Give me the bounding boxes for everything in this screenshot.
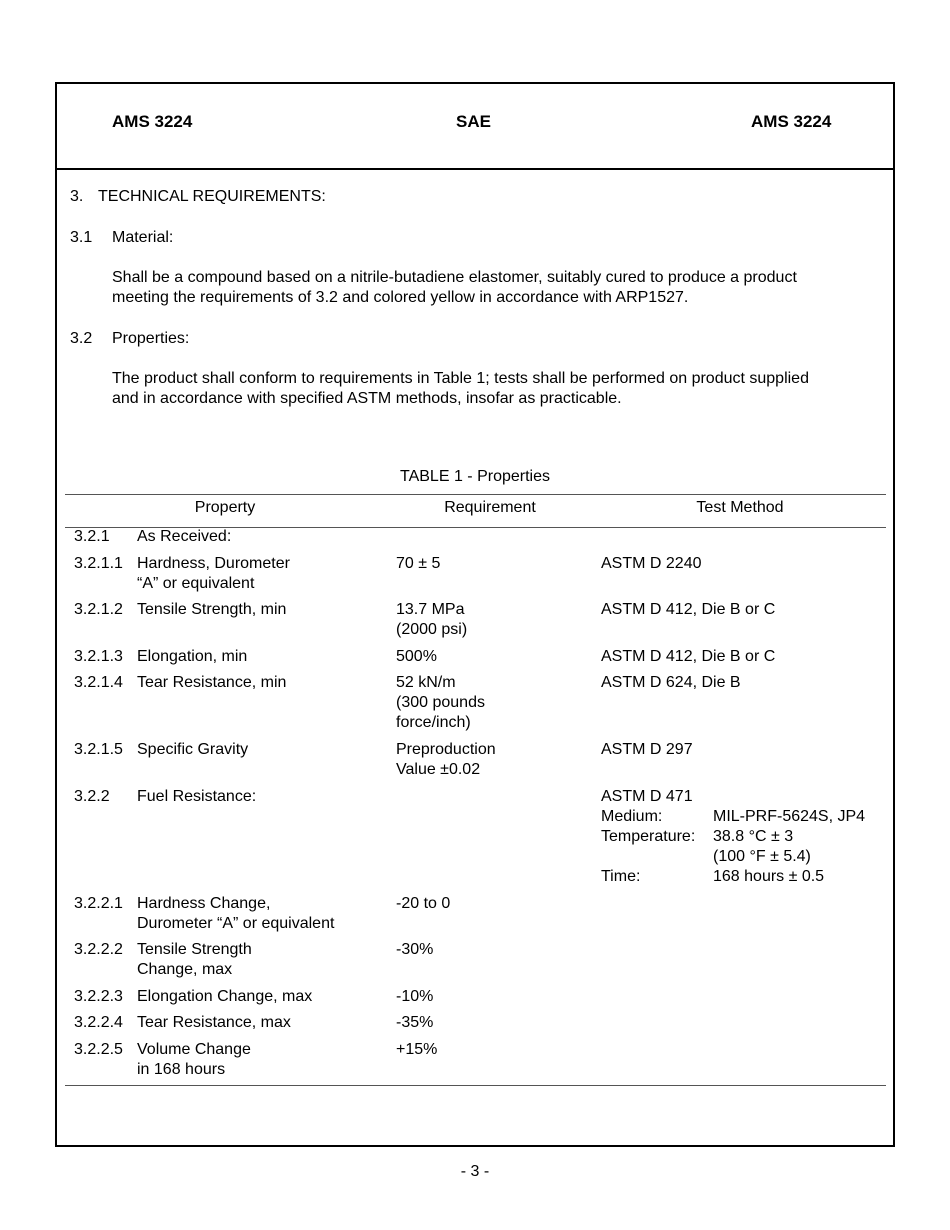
requirement-cell: (300 pounds (396, 694, 485, 711)
property-cell: Durometer “A” or equivalent (137, 915, 335, 932)
header-org: SAE (456, 112, 491, 131)
row-number: 3.2.2.5 (74, 1041, 123, 1058)
row-number: 3.2.1 (74, 528, 110, 545)
test-method-cell: ASTM D 2240 (601, 555, 702, 572)
row-number: 3.2.1.1 (74, 555, 123, 572)
requirement-cell: 52 kN/m (396, 674, 456, 691)
requirement-cell: 13.7 MPa (396, 601, 465, 618)
fuel-temperature-value: 38.8 °C ± 3 (713, 828, 794, 845)
requirement-cell: (2000 psi) (396, 621, 468, 638)
requirement-cell: -35% (396, 1014, 434, 1031)
fuel-temperature-label: Temperature: (601, 828, 696, 845)
header-doc-id-right: AMS 3224 (751, 112, 832, 131)
row-number: 3.2.2.2 (74, 941, 123, 958)
page-number: - 3 - (460, 1163, 490, 1180)
table-bottom-rule (65, 1085, 886, 1086)
fuel-temperature-value-f: (100 °F ± 5.4) (713, 848, 811, 865)
subsection-number: 3.1 (70, 229, 93, 246)
requirement-cell: Preproduction (396, 741, 496, 758)
test-method-cell: ASTM D 297 (601, 741, 693, 758)
fuel-time-label: Time: (601, 868, 641, 885)
property-cell: As Received: (137, 528, 232, 545)
fuel-medium-value: MIL-PRF-5624S, JP4 (713, 808, 866, 825)
table-top-rule (65, 494, 886, 495)
test-method-cell: ASTM D 412, Die B or C (601, 601, 776, 618)
property-cell: Tear Resistance, max (137, 1014, 291, 1031)
test-method-cell: ASTM D 412, Die B or C (601, 648, 776, 665)
property-cell: Tensile Strength (137, 941, 252, 958)
property-cell: Volume Change (137, 1041, 251, 1058)
property-cell: Elongation, min (137, 648, 248, 665)
row-number: 3.2.2.1 (74, 895, 123, 912)
property-cell: Hardness Change, (137, 895, 271, 912)
section-title: TECHNICAL REQUIREMENTS: (98, 188, 326, 205)
page-header (57, 84, 893, 170)
requirement-cell: 500% (396, 648, 437, 665)
row-number: 3.2.2 (74, 788, 110, 805)
property-cell: Tensile Strength, min (137, 601, 287, 618)
row-number: 3.2.2.3 (74, 988, 123, 1005)
material-text-line: meeting the requirements of 3.2 and colored yellow in accordance with ARP1527. (112, 289, 689, 306)
test-method-cell: ASTM D 471 (601, 788, 693, 805)
property-cell: Tear Resistance, min (137, 674, 287, 691)
subsection-title: Material: (112, 229, 174, 246)
col-header-property: Property (194, 499, 256, 516)
col-header-test-method: Test Method (696, 499, 784, 516)
subsection-number: 3.2 (70, 330, 93, 347)
row-number: 3.2.1.5 (74, 741, 123, 758)
property-cell: “A” or equivalent (137, 575, 255, 592)
requirement-cell: Value ±0.02 (396, 761, 481, 778)
property-cell: Hardness, Durometer (137, 555, 290, 572)
property-cell: Change, max (137, 961, 233, 978)
property-cell: in 168 hours (137, 1061, 226, 1078)
material-text-line: Shall be a compound based on a nitrile-butadiene elastomer, suitably cured to produce a product (112, 269, 797, 286)
property-cell: Fuel Resistance: (137, 788, 257, 805)
properties-text-line: The product shall conform to requirements in Table 1; tests shall be performed on product supplied (112, 370, 809, 387)
requirement-cell: -30% (396, 941, 434, 958)
col-header-requirement: Requirement (444, 499, 536, 516)
property-cell: Elongation Change, max (137, 988, 313, 1005)
properties-text-line: and in accordance with specified ASTM methods, insofar as practicable. (112, 390, 622, 407)
requirement-cell: 70 ± 5 (396, 555, 441, 572)
fuel-time-value: 168 hours ± 0.5 (713, 868, 825, 885)
test-method-cell: ASTM D 624, Die B (601, 674, 741, 691)
subsection-title: Properties: (112, 330, 190, 347)
section-number: 3. (70, 188, 84, 205)
fuel-medium-label: Medium: (601, 808, 663, 825)
requirement-cell: -10% (396, 988, 434, 1005)
table-title: TABLE 1 - Properties (400, 468, 550, 485)
row-number: 3.2.1.2 (74, 601, 123, 618)
requirement-cell: -20 to 0 (396, 895, 451, 912)
row-number: 3.2.1.3 (74, 648, 123, 665)
requirement-cell: +15% (396, 1041, 438, 1058)
header-doc-id-left: AMS 3224 (112, 112, 193, 131)
row-number: 3.2.1.4 (74, 674, 123, 691)
row-number: 3.2.2.4 (74, 1014, 123, 1031)
property-cell: Specific Gravity (137, 741, 249, 758)
requirement-cell: force/inch) (396, 714, 471, 731)
